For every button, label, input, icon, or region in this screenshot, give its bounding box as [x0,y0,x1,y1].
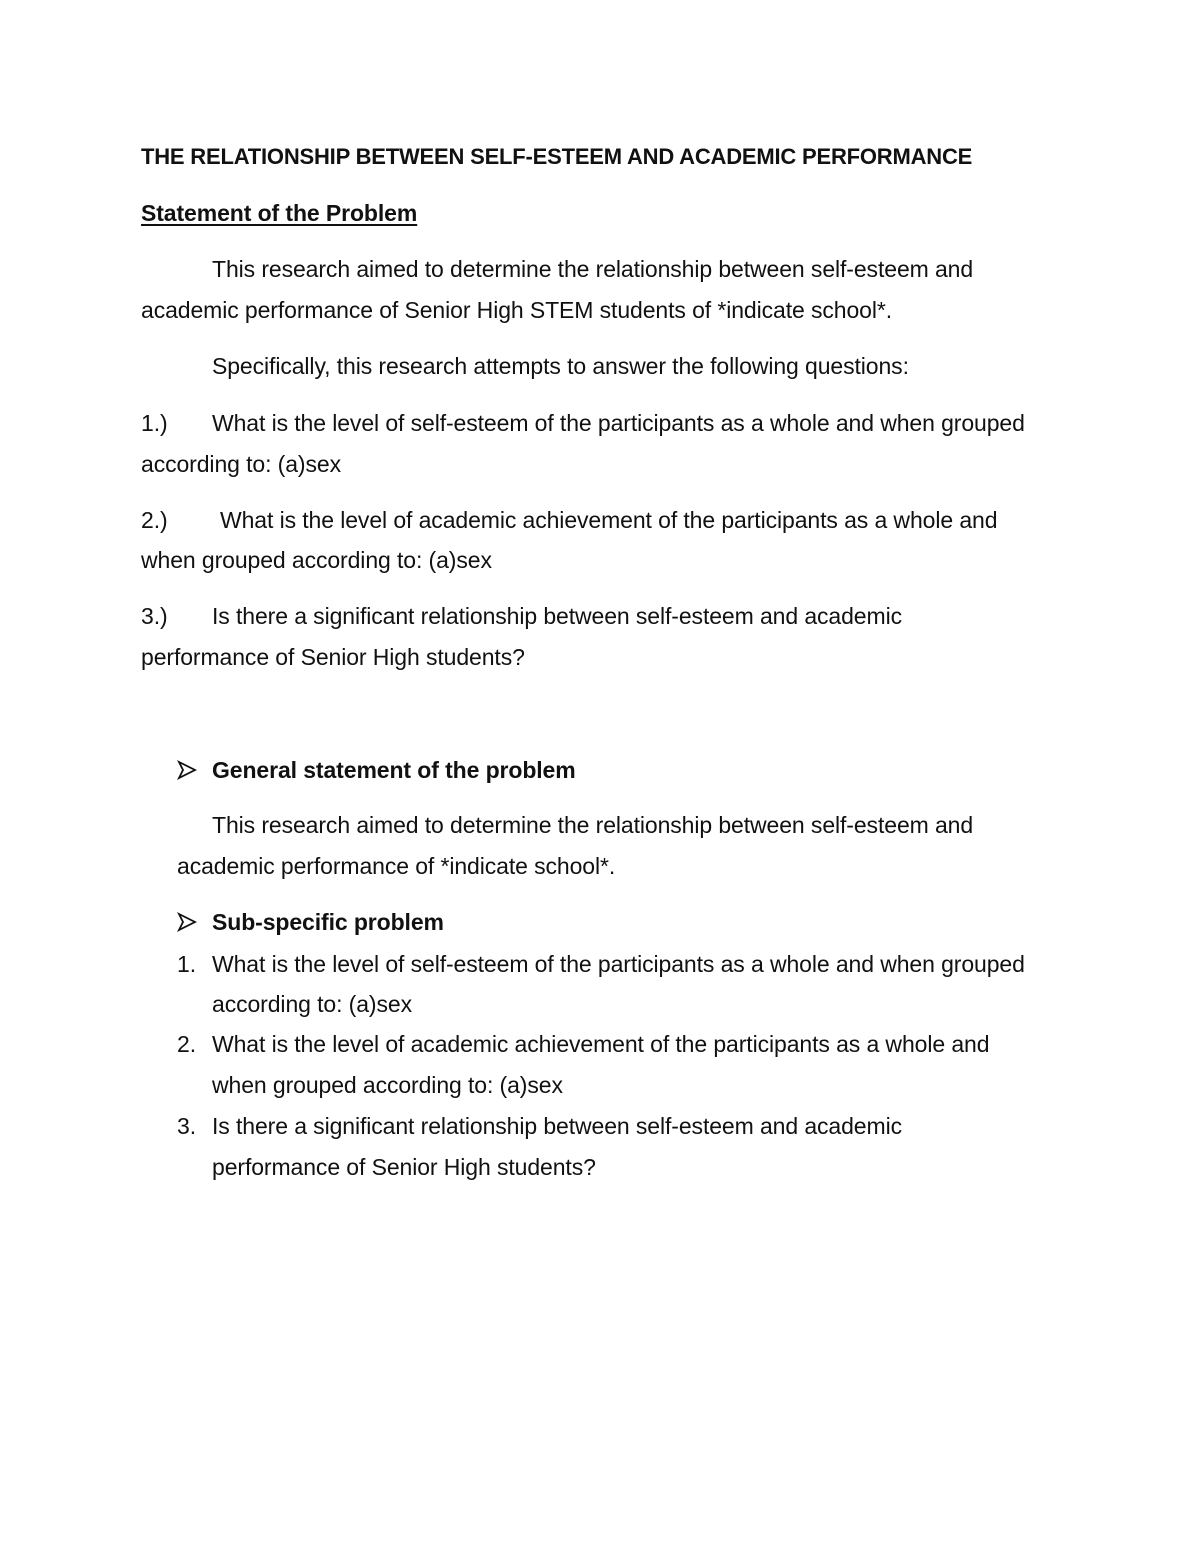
sub-item-line: What is the level of self-esteem of the participants as a whole and when grouped [212,951,1025,977]
sub-item-line: What is the level of academic achievement of the participants as a whole and [212,1031,990,1057]
general-heading: General statement of the problem [212,757,576,783]
specifically-line: Specifically, this research attempts to answer the following questions: [212,353,909,379]
arrow-bullet-icon [177,760,197,780]
question-line: according to: (a)sex [141,451,341,477]
question-line: when grouped according to: (a)sex [141,547,492,573]
general-line-1: This research aimed to determine the relationship between self-esteem and [212,812,974,838]
document-title: THE RELATIONSHIP BETWEEN SELF-ESTEEM AND ACADEMIC PERFORMANCE [141,144,973,169]
question-line: What is the level of self-esteem of the participants as a whole and when grouped [212,410,1025,436]
question-number: 2.) [141,507,168,533]
arrow-bullet-icon [177,912,197,932]
question-number: 3.) [141,603,168,629]
sub-item-line: Is there a significant relationship between self-esteem and academic [212,1113,902,1139]
question-number: 1.) [141,410,168,436]
sub-item-line: performance of Senior High students? [212,1154,596,1180]
sub-item-line: when grouped according to: (a)sex [212,1072,563,1098]
question-line: performance of Senior High students? [141,644,525,670]
question-line: What is the level of academic achievement of the participants as a whole and [220,507,998,533]
sub-item-line: according to: (a)sex [212,991,412,1017]
section-heading: Statement of the Problem [141,200,418,226]
intro-line-2: academic performance of Senior High STEM students of *indicate school*. [141,297,893,323]
sub-item-number: 1. [177,951,196,977]
intro-line-1: This research aimed to determine the relationship between self-esteem and [212,256,974,282]
question-line: Is there a significant relationship between self-esteem and academic [212,603,902,629]
general-line-2: academic performance of *indicate school*. [177,853,616,879]
sub-specific-heading: Sub-specific problem [212,909,444,935]
sub-item-number: 3. [177,1113,196,1139]
sub-item-number: 2. [177,1031,196,1057]
